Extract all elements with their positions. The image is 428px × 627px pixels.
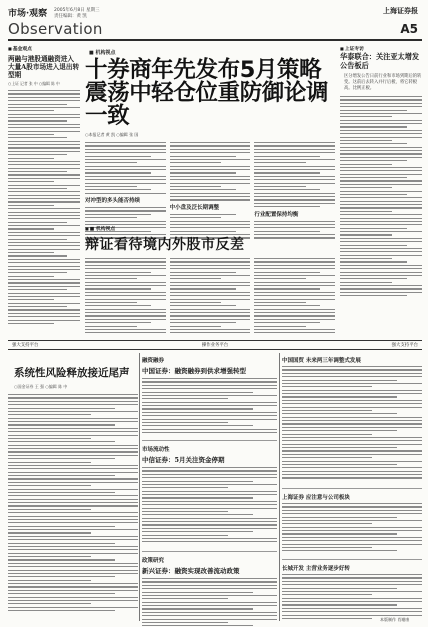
mid-block2-title: 中信证券：5月关注资金停期 [142, 456, 225, 464]
lower-right-stories [282, 353, 422, 623]
right-block1-head: 中国国贸 未来两三年调整式发展 [282, 358, 361, 364]
section-name: 市场·观察 [8, 9, 48, 19]
lead-byline: ○本报记者 黄 凯 ○编辑 张 国 [85, 132, 139, 137]
left-column [8, 45, 80, 335]
left-tag: ■ 基金观点 [8, 45, 80, 52]
rail-left-text: 强大支持平台 [12, 343, 39, 348]
mid-block1-head: 融资融券 [142, 358, 165, 364]
right-block1-body [282, 366, 422, 484]
mid-block3-head: 政策研究 [142, 558, 165, 564]
section-english-title: Observation [8, 20, 103, 38]
masthead-rule [8, 39, 422, 41]
right-block2-head: 上海证券 应注意与公司板块 [282, 495, 350, 501]
lead-headline-line1: 十券商年先发布5月策略 [85, 57, 322, 83]
mid-block3-title: 新兴证券：融资实现改善流动政策 [142, 567, 240, 575]
editor-line: 责任编辑：黄 凯 [54, 14, 87, 19]
story2-body-col [254, 258, 335, 338]
right-tag: ■ 上证专访 [340, 45, 422, 52]
layout-credit: 本版制作 肖谢康 [380, 617, 410, 622]
right-column [340, 45, 422, 335]
mid-block2-head: 市场流动性 [142, 447, 170, 453]
story2-body-col [170, 258, 251, 338]
left-body-text [8, 90, 80, 330]
mid-block1-title: 中国证券：融资融券到供求增强转型 [142, 367, 246, 375]
divider [142, 551, 277, 552]
divider [282, 488, 422, 489]
mid-block1-body [142, 378, 277, 436]
issue-date: 2005年6月8日 星期三 [54, 8, 100, 13]
newspaper-brand: 上海证券报 [383, 6, 418, 15]
story2-headline: 辩证看待境内外股市反差 [85, 237, 245, 253]
lead-headline-line2: 震荡中轻仓位重防御论调一致 [85, 80, 329, 129]
lower-left-headline: 系统性风险释放接近尾声 [14, 367, 130, 379]
mid-block3-body [142, 578, 277, 627]
rail-right-text: 强大支持平台 [391, 343, 418, 348]
lower-middle-stories [142, 353, 277, 623]
story2-tag: ■ ■ 机构视点 [85, 225, 335, 232]
divider [282, 559, 422, 560]
lower-left-body-text [8, 394, 138, 619]
right-body-text [340, 96, 422, 316]
divider [142, 440, 277, 441]
right-pullquote: 区分增发公告日前行业和市场到期后的转变。这前后去转入并行后板，将它转板高。比例正板。 [344, 74, 422, 91]
story2-body-col [85, 258, 166, 338]
left-byline: ○上证 记者 张 中 ○编辑 陈 中 [8, 81, 60, 86]
left-headline: 两融与港股通融资进入大量A股市场进入退出转型期 [8, 55, 80, 79]
lead-kicker: ■ 机构视点 [89, 50, 116, 56]
lead-subhead-2: 中小盘及泛长期调整 [169, 204, 220, 211]
column-divider [279, 353, 280, 621]
lead-subhead-1: 对冲型的多头能否持续 [85, 198, 141, 204]
column-divider [139, 353, 140, 621]
right-block2-body [282, 503, 422, 555]
right-block3-head: 长城开发 主营业务逐步好转 [282, 566, 350, 572]
lower-left-byline: ○国金证券 王 强 ○编辑 陈 中 [14, 384, 68, 389]
lead-headline [85, 59, 335, 128]
section-rail [8, 340, 422, 350]
rail-mid-text: 操作业务平台 [201, 343, 229, 348]
masthead [8, 6, 422, 42]
mid-block2-body [142, 467, 277, 547]
second-story [85, 225, 335, 339]
story2-body-columns [85, 258, 335, 338]
lower-left-story [8, 353, 138, 623]
right-headline: 华泰联合：关注亚太增发公告板后 [340, 52, 420, 70]
lead-subhead-3: 行业配置保持均衡 [254, 211, 299, 218]
page-number: A5 [400, 22, 418, 36]
lead-story [85, 45, 335, 225]
